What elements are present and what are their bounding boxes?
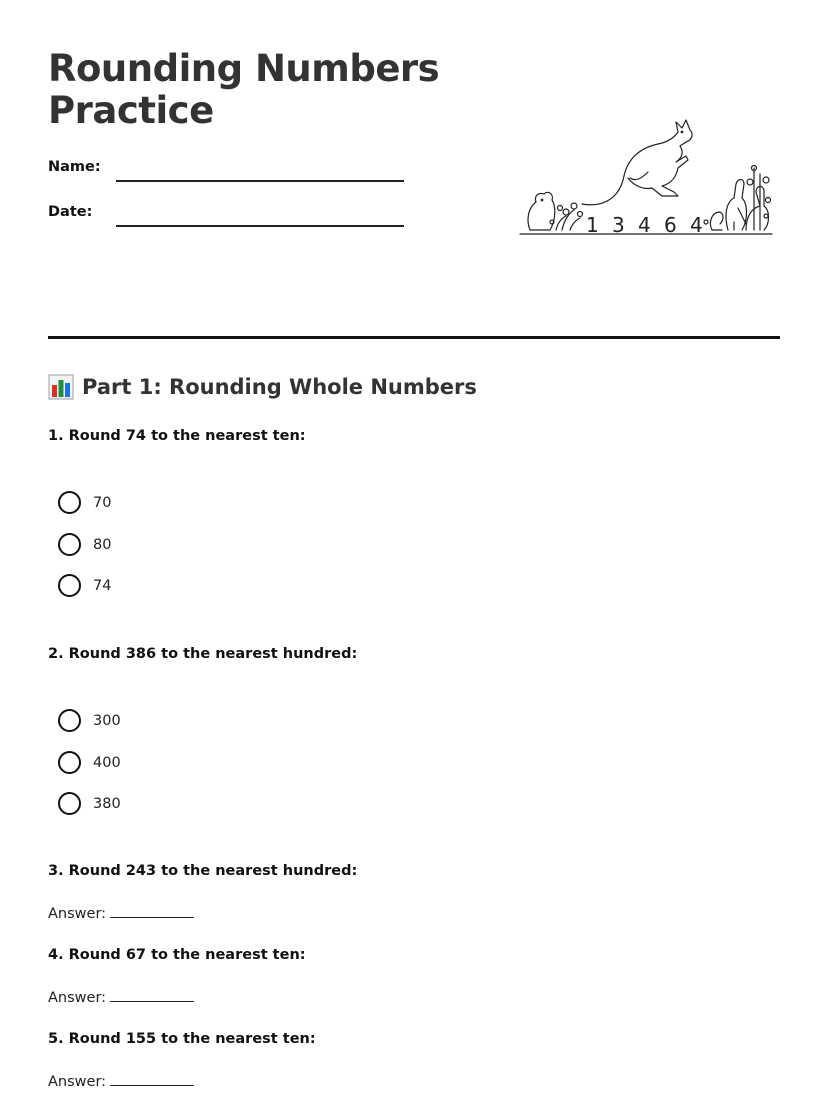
radio-button[interactable] <box>58 491 81 514</box>
section-heading <box>48 374 477 400</box>
illustration-digit: 6 <box>664 213 677 237</box>
q4-answer <box>48 987 194 1006</box>
worksheet-title <box>48 48 439 132</box>
question-1: 1. Round 74 to the nearest ten: <box>48 428 306 444</box>
question-4: 4. Round 67 to the nearest ten: <box>48 947 306 963</box>
radio-button[interactable] <box>58 533 81 556</box>
date-label: Date: <box>48 204 93 220</box>
option-label: 300 <box>93 712 121 729</box>
answer-blank[interactable] <box>110 1071 194 1086</box>
q1-option-2[interactable] <box>58 533 111 556</box>
illustration-digit: 1 <box>586 213 599 237</box>
radio-button[interactable] <box>58 751 81 774</box>
question-2: 2. Round 386 to the nearest hundred: <box>48 646 358 662</box>
q1-option-3[interactable] <box>58 574 111 597</box>
answer-label: Answer: <box>48 906 107 922</box>
question-5: 5. Round 155 to the nearest ten: <box>48 1031 316 1047</box>
title-line-2: Practice <box>48 89 214 132</box>
option-label: 80 <box>93 536 112 553</box>
radio-button[interactable] <box>58 709 81 732</box>
option-label: 74 <box>93 577 112 594</box>
q1-option-1[interactable] <box>58 491 111 514</box>
radio-button[interactable] <box>58 792 81 815</box>
option-label: 70 <box>93 494 112 511</box>
option-label: 400 <box>93 754 121 771</box>
q2-option-1[interactable] <box>58 709 121 732</box>
radio-button[interactable] <box>58 574 81 597</box>
q5-answer <box>48 1071 194 1090</box>
date-field[interactable] <box>116 225 404 227</box>
answer-label: Answer: <box>48 990 107 1006</box>
illustration-digit: 3 <box>612 213 625 237</box>
option-label: 380 <box>93 795 121 812</box>
title-line-1: Rounding Numbers <box>48 47 440 90</box>
question-3: 3. Round 243 to the nearest hundred: <box>48 863 358 879</box>
q2-option-2[interactable] <box>58 751 121 774</box>
name-field[interactable] <box>116 180 404 182</box>
illustration-digit: 4 <box>690 213 703 237</box>
kangaroo-illustration <box>516 112 776 240</box>
answer-blank[interactable] <box>110 903 194 918</box>
section-title: Part 1: Rounding Whole Numbers <box>82 375 477 399</box>
answer-label: Answer: <box>48 1074 107 1090</box>
name-label: Name: <box>48 159 101 175</box>
answer-blank[interactable] <box>110 987 194 1002</box>
bar-chart-icon <box>48 374 74 400</box>
q3-answer <box>48 903 194 922</box>
section-divider <box>48 336 780 339</box>
illustration-digit: 4 <box>638 213 651 237</box>
q2-option-3[interactable] <box>58 792 121 815</box>
